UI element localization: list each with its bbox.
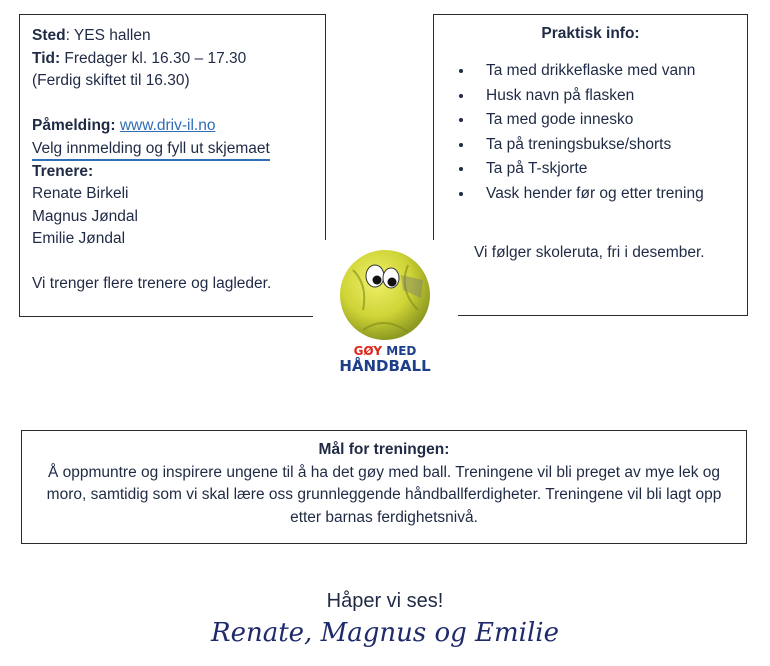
- trener-name: Emilie Jøndal: [32, 230, 126, 247]
- goy-med-handball-logo: [313, 240, 458, 385]
- praktisk-title: Praktisk info:: [541, 25, 640, 42]
- goal-title: Mål for treningen:: [318, 441, 450, 458]
- trener-name: Renate Birkeli: [32, 185, 129, 202]
- logo-med: MED: [386, 344, 417, 358]
- pamelding-line: [32, 115, 313, 138]
- pamelding-link[interactable]: www.driv-il.no: [119, 117, 216, 134]
- tid-note: (Ferdig skiftet til 16.30): [32, 72, 190, 89]
- signature: Renate, Magnus og Emilie: [211, 618, 559, 648]
- goal-text: Å oppmuntre og inspirere ungene til å ha det gøy med ball. Treningene vil bli preget av mye lek og moro, samtidig som vi skal lære oss grunnleggende håndballferdigheter. Treningene vil bli lagt opp etter barnas ferdighetsnivå.: [46, 463, 722, 526]
- praktisk-box: [433, 14, 748, 316]
- pamelding-instruction: Velg innmelding og fyll ut skjemaet: [32, 139, 270, 161]
- tid-line: [32, 48, 313, 71]
- sted-line: [32, 25, 313, 48]
- list-item: • Ta med gode innesko: [474, 108, 735, 133]
- list-item: • Ta på treningsbukse/shorts: [474, 133, 735, 158]
- list-item: • Ta med drikkeflaske med vann: [474, 59, 735, 84]
- info-box: [19, 14, 326, 317]
- closing-greeting: Håper vi ses!: [326, 590, 444, 612]
- svg-text:GØY MED: [354, 344, 417, 358]
- skoleruta-note: Vi følger skoleruta, fri i desember.: [474, 244, 705, 261]
- goal-box: [21, 430, 747, 544]
- sted-value: : YES hallen: [65, 27, 151, 44]
- pamelding-label: Påmelding:: [32, 117, 116, 134]
- trenere-label: Trenere:: [32, 162, 94, 180]
- tid-label: Tid:: [32, 49, 61, 67]
- logo-goy: GØY: [353, 344, 383, 358]
- praktisk-list: [446, 59, 735, 206]
- trener-name: Magnus Jøndal: [32, 207, 138, 225]
- tid-value: Fredager kl. 16.30 – 17.30: [60, 49, 247, 67]
- logo-handball: HÅNDBALL: [339, 357, 431, 375]
- list-item: • Vask hender før og etter trening: [474, 182, 735, 207]
- list-item: • Ta på T-skjorte: [474, 157, 735, 182]
- sted-label: Sted: [32, 27, 66, 44]
- handball-icon: [313, 240, 458, 385]
- list-item: • Husk navn på flasken: [474, 84, 735, 109]
- need-more-trainers: Vi trenger flere trenere og lagleder.: [32, 275, 272, 292]
